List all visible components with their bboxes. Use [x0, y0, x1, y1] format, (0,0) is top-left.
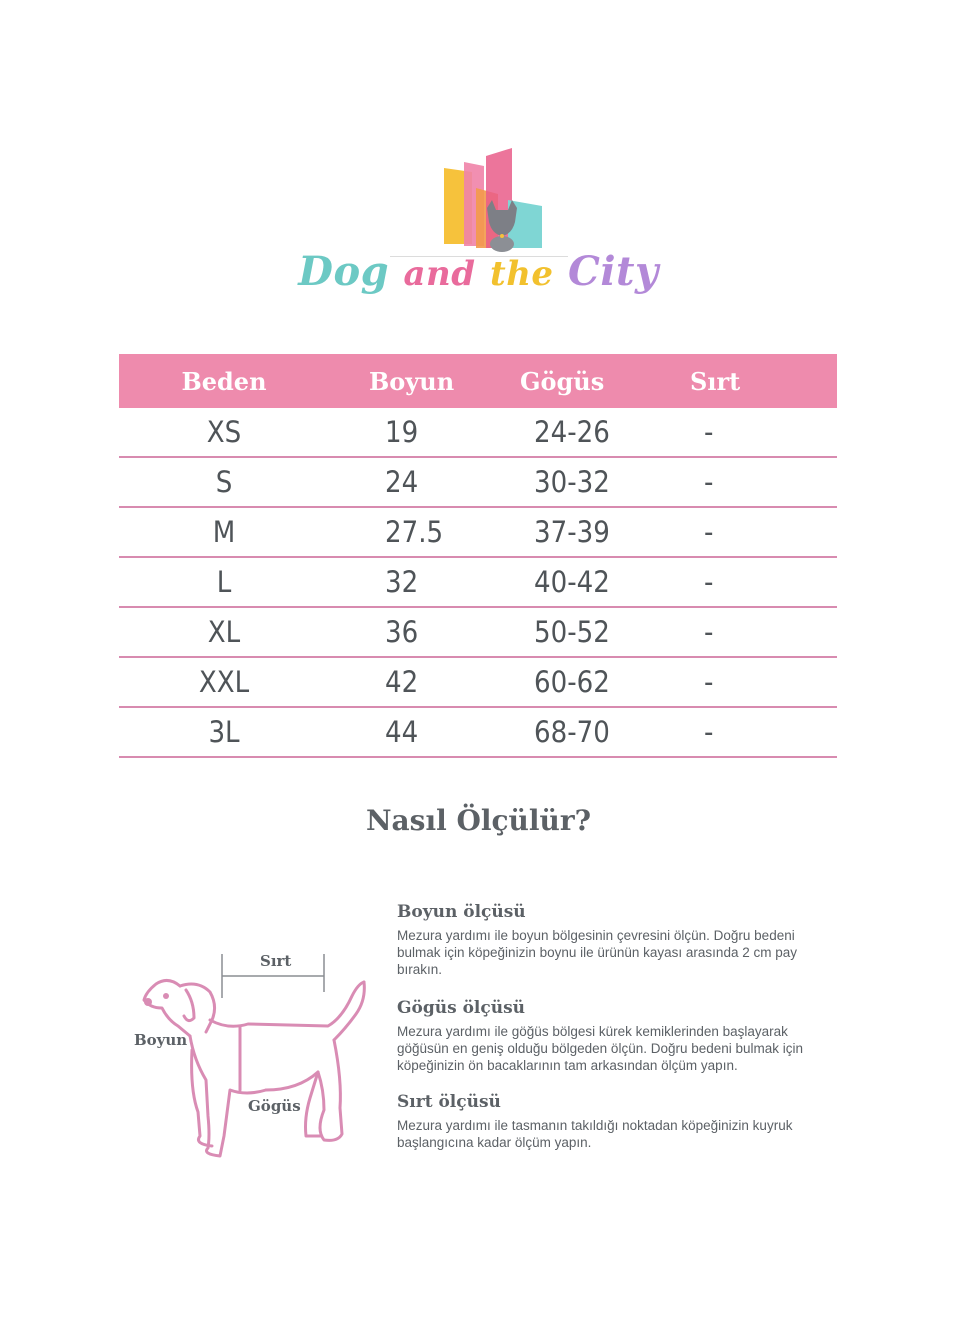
brand-word-the: the — [490, 254, 554, 294]
cell-beden: 3L — [208, 715, 240, 749]
table-row — [119, 608, 837, 658]
measure-instructions — [397, 902, 837, 1163]
instruction-title: Gögüs ölçüsü — [397, 998, 526, 1018]
cell-gogus: 60-62 — [534, 665, 610, 699]
brand-word-city: City — [568, 248, 659, 295]
cell-beden: M — [212, 515, 236, 549]
instruction-boyun — [397, 902, 837, 978]
cell-gogus: 37-39 — [534, 515, 610, 549]
table-row — [119, 658, 837, 708]
brand-logo — [0, 0, 957, 320]
dog-measure-figure — [128, 940, 378, 1170]
cell-boyun: 32 — [385, 565, 419, 599]
cell-gogus: 40-42 — [534, 565, 610, 599]
how-to-measure-title: Nasıl Ölçülür? — [365, 804, 592, 837]
size-table-header — [119, 354, 837, 408]
cell-sirt: - — [704, 615, 714, 649]
instruction-text: Mezura yardımı ile göğüs bölgesi kürek kemiklerinden başlayarak göğüsün en geniş olduğu bölgeden ölçün. Doğru bedeni bulmak için köpeğinizin ön bacaklarının tam arkasından ölçüm yapın. — [397, 1024, 804, 1073]
instruction-gogus — [397, 998, 837, 1074]
city-dog-logo-icon — [432, 148, 552, 258]
instruction-text: Mezura yardımı ile tasmanın takıldığı noktadan köpeğinizin kuyruk başlangıcına kadar ölçüm yapın. — [397, 1118, 793, 1150]
table-row — [119, 508, 837, 558]
brand-wordmark — [0, 248, 957, 295]
cell-sirt: - — [704, 515, 714, 549]
table-row — [119, 708, 837, 758]
dog-label-sirt: Sırt — [260, 952, 292, 970]
cell-boyun: 44 — [385, 715, 419, 749]
cell-beden: L — [216, 565, 232, 599]
table-row — [119, 558, 837, 608]
instruction-sirt — [397, 1092, 837, 1151]
cell-boyun: 19 — [385, 415, 419, 449]
table-row — [119, 458, 837, 508]
instruction-text: Mezura yardımı ile boyun bölgesinin çevresini ölçün. Doğru bedeni bulmak için köpeğinizin boynu ile ürünün kayası arasında 2 cm pay bırakın. — [397, 928, 797, 977]
instruction-title: Boyun ölçüsü — [397, 902, 526, 922]
cell-boyun: 42 — [385, 665, 419, 699]
header-gogus: Gögüs — [520, 366, 605, 396]
cell-gogus: 24-26 — [534, 415, 610, 449]
cell-boyun: 27.5 — [385, 515, 444, 549]
table-row — [119, 408, 837, 458]
cell-gogus: 68-70 — [534, 715, 610, 749]
instruction-title: Sırt ölçüsü — [397, 1092, 501, 1112]
cell-beden: S — [215, 465, 233, 499]
dog-outline-icon — [128, 940, 378, 1170]
cell-sirt: - — [704, 415, 714, 449]
header-boyun: Boyun — [369, 366, 455, 396]
brand-word-and: and — [403, 254, 476, 294]
cell-beden: XS — [206, 415, 242, 449]
cell-sirt: - — [704, 665, 714, 699]
size-table-body — [119, 408, 837, 758]
cell-gogus: 50-52 — [534, 615, 610, 649]
brand-word-dog: Dog — [298, 248, 390, 295]
dog-label-gogus: Gögüs — [248, 1097, 301, 1115]
cell-sirt: - — [704, 465, 714, 499]
cell-boyun: 24 — [385, 465, 419, 499]
cell-gogus: 30-32 — [534, 465, 610, 499]
size-table — [119, 354, 837, 758]
dog-label-boyun: Boyun — [134, 1031, 188, 1049]
header-sirt: Sırt — [690, 366, 741, 396]
cell-beden: XXL — [198, 665, 250, 699]
cell-sirt: - — [704, 565, 714, 599]
cell-boyun: 36 — [385, 615, 419, 649]
cell-sirt: - — [704, 715, 714, 749]
cell-beden: XL — [207, 615, 241, 649]
header-beden: Beden — [181, 366, 267, 396]
